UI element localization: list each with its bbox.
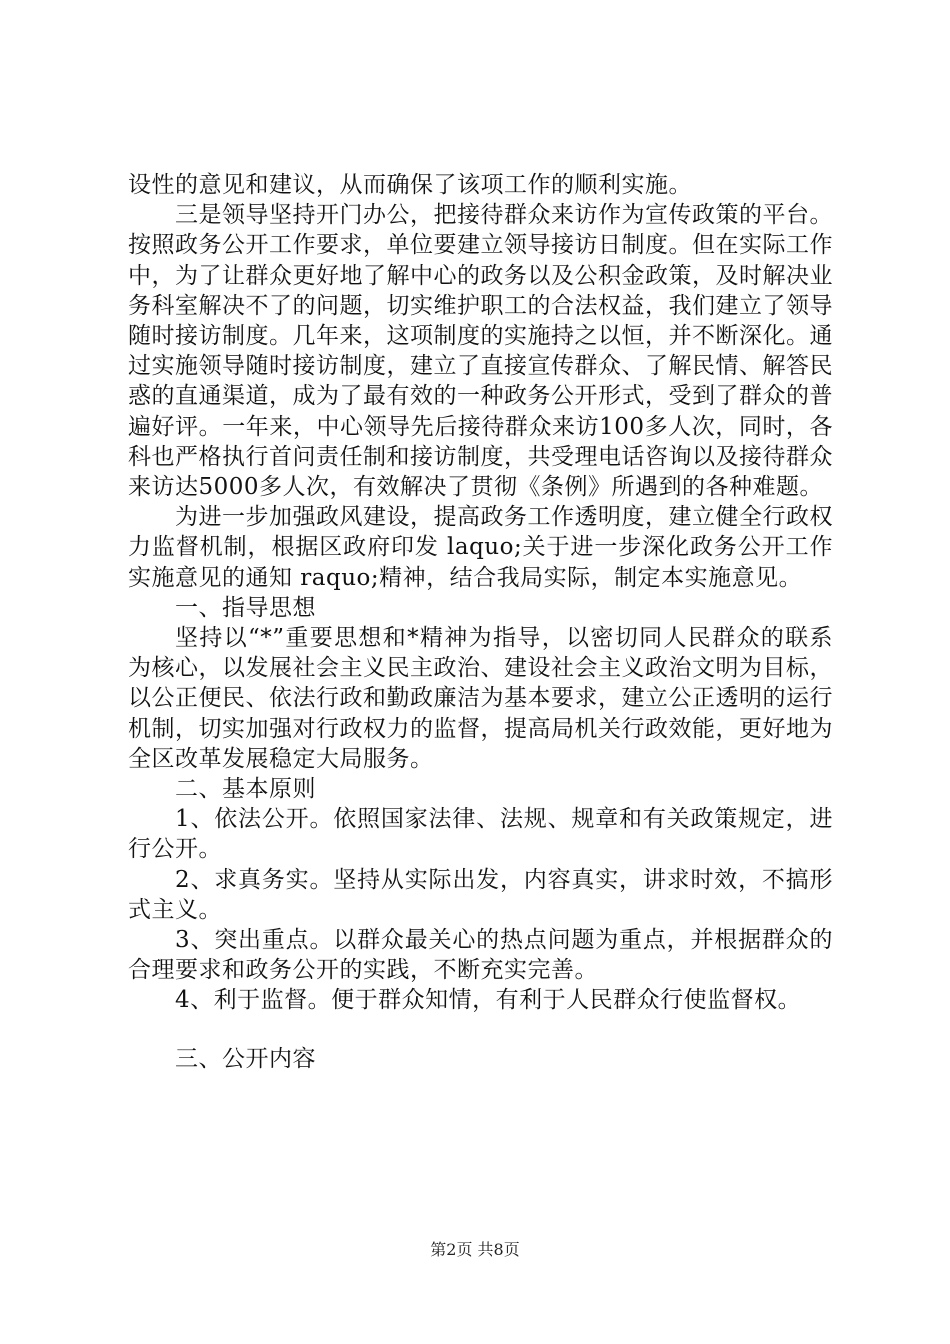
paragraph-leadership-open-office: 三是领导坚持开门办公，把接待群众来访作为宣传政策的平台。按照政务公开工作要求，单位要建立领导接访日制度。但在实际工作中，为了让群众更好地了解中心的政务以及公积金政策，及时解决业务科室解决不了的问题，切实维护职工的合法权益，我们建立了领导随时接访制度。几年来，这项制度的实施持之以恒，并不断深化。通过实施领导随时接访制度，建立了直接宣传群众、了解民情、解答民惑的直通渠道，成为了最有效的一种政务公开形式，受到了群众的普遍好评。一年来，中心领导先后接待群众来访100多人次，同时，各科也严格执行首问责任制和接访制度，共受理电话咨询以及接待群众来访达5000多人次，有效解决了贯彻《条例》所遇到的各种难题。 bbox=[128, 202, 833, 501]
paragraph-guiding-ideology: 坚持以“*”重要思想和*精神为指导，以密切同人民群众的联系为核心，以发展社会主义民主政治、建设社会主义政治文明为目标，以公正便民、依法行政和勤政廉洁为基本要求，建立公正透明的运行机制，切实加强对行政权力的监督，提高局机关行政效能，更好地为全区改革发展稳定大局服务。 bbox=[128, 625, 833, 772]
page-number-footer: 第2页 共8页 bbox=[430, 1240, 520, 1259]
section-heading-public-content: 三、公开内容 bbox=[175, 1045, 316, 1072]
principle-item-3: 3、突出重点。以群众最关心的热点问题为重点，并根据群众的合理要求和政务公开的实践，不断充实完善。 bbox=[128, 927, 833, 984]
principle-item-4: 4、利于监督。便于群众知情，有利于人民群众行使监督权。 bbox=[175, 987, 802, 1014]
section-heading-guiding-ideology: 一、指导思想 bbox=[175, 594, 316, 621]
document-body bbox=[128, 170, 833, 1074]
paragraph-intro: 为进一步加强政风建设，提高政务工作透明度，建立健全行政权力监督机制，根据区政府印发 laquo;关于进一步深化政务公开工作实施意见的通知 raquo;精神，结合我局实际，制定本实施意见。 bbox=[128, 504, 833, 591]
paragraph-continuation: 设性的意见和建议，从而确保了该项工作的顺利实施。 bbox=[128, 172, 692, 198]
principle-item-1: 1、依法公开。依照国家法律、法规、规章和有关政策规定，进行公开。 bbox=[128, 806, 833, 863]
section-heading-basic-principles: 二、基本原则 bbox=[175, 776, 316, 803]
principle-item-2: 2、求真务实。坚持从实际出发，内容真实，讲求时效，不搞形式主义。 bbox=[128, 866, 833, 923]
